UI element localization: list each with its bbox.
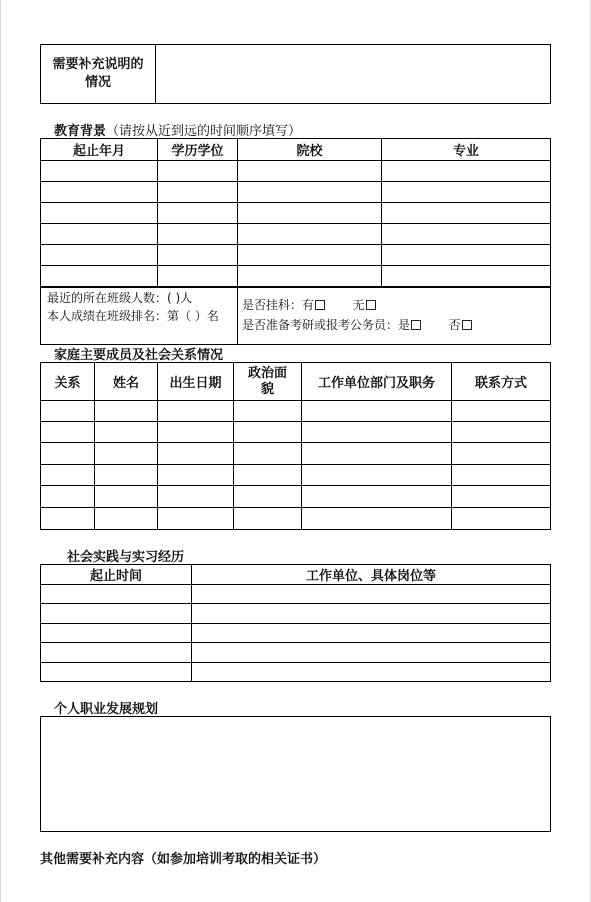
checkbox-failed-yes[interactable] <box>315 300 325 310</box>
rank-text: 本人成绩在班级排名：第（ ）名 <box>47 309 219 323</box>
table-row <box>41 604 551 624</box>
class-info-cell <box>41 288 238 345</box>
col-degree: 学历学位 <box>158 139 238 161</box>
exam-line: 是否准备考研或报考公务员：是 否 <box>242 316 550 334</box>
table-row <box>41 486 551 508</box>
education-table <box>40 138 551 287</box>
education-title: 教育背景（请按从近到远的时间顺序填写） <box>54 124 302 139</box>
table-row <box>41 203 551 224</box>
table-row <box>41 266 551 287</box>
col-workplace: 工作单位部门及职务 <box>302 363 452 401</box>
career-plan-input-cell[interactable] <box>41 717 551 832</box>
page-border-left <box>0 0 1 902</box>
col-school: 院校 <box>238 139 382 161</box>
table-row <box>41 585 551 604</box>
education-extra-table <box>40 287 551 345</box>
other-title: 其他需要补充内容（如参加培训考取的相关证书） <box>40 852 327 867</box>
status-cell <box>238 288 551 345</box>
table-row <box>41 624 551 643</box>
family-table <box>40 362 551 530</box>
practice-table <box>40 564 551 682</box>
family-header-row <box>41 363 551 401</box>
checkbox-failed-no[interactable] <box>366 300 376 310</box>
table-row <box>41 245 551 266</box>
col-practice-detail: 工作单位、具体岗位等 <box>192 565 551 585</box>
table-row <box>41 663 551 682</box>
col-major: 专业 <box>382 139 551 161</box>
practice-title: 社会实践与实习经历 <box>67 550 185 565</box>
table-row <box>41 422 551 443</box>
checkbox-exam-yes[interactable] <box>411 320 421 330</box>
supplement-input-cell[interactable] <box>156 45 551 104</box>
col-period: 起止年月 <box>41 139 158 161</box>
col-contact: 联系方式 <box>452 363 551 401</box>
education-note: （请按从近到远的时间顺序填写） <box>106 124 302 139</box>
checkbox-exam-no[interactable] <box>462 320 472 330</box>
col-practice-period: 起止时间 <box>41 565 192 585</box>
table-row <box>41 161 551 182</box>
practice-header-row <box>41 565 551 585</box>
table-row <box>41 224 551 245</box>
table-row <box>41 182 551 203</box>
family-title: 家庭主要成员及社会关系情况 <box>54 348 224 363</box>
career-table <box>40 716 551 832</box>
col-relation: 关系 <box>41 363 95 401</box>
supplement-table <box>40 44 551 104</box>
supplement-label: 需要补充说明的 情况 <box>41 45 156 104</box>
table-row <box>41 443 551 465</box>
col-political: 政治面貌 <box>234 363 302 401</box>
table-row <box>41 508 551 530</box>
col-name: 姓名 <box>95 363 158 401</box>
education-header-row <box>41 139 551 161</box>
table-row <box>41 643 551 663</box>
table-row <box>41 465 551 486</box>
col-birthdate: 出生日期 <box>158 363 234 401</box>
career-title: 个人职业发展规划 <box>54 702 159 717</box>
failed-line: 是否挂科：有 无 <box>242 296 550 314</box>
table-row <box>41 401 551 422</box>
class-size-text: 最近的所在班级人数：( )人 <box>47 291 193 305</box>
